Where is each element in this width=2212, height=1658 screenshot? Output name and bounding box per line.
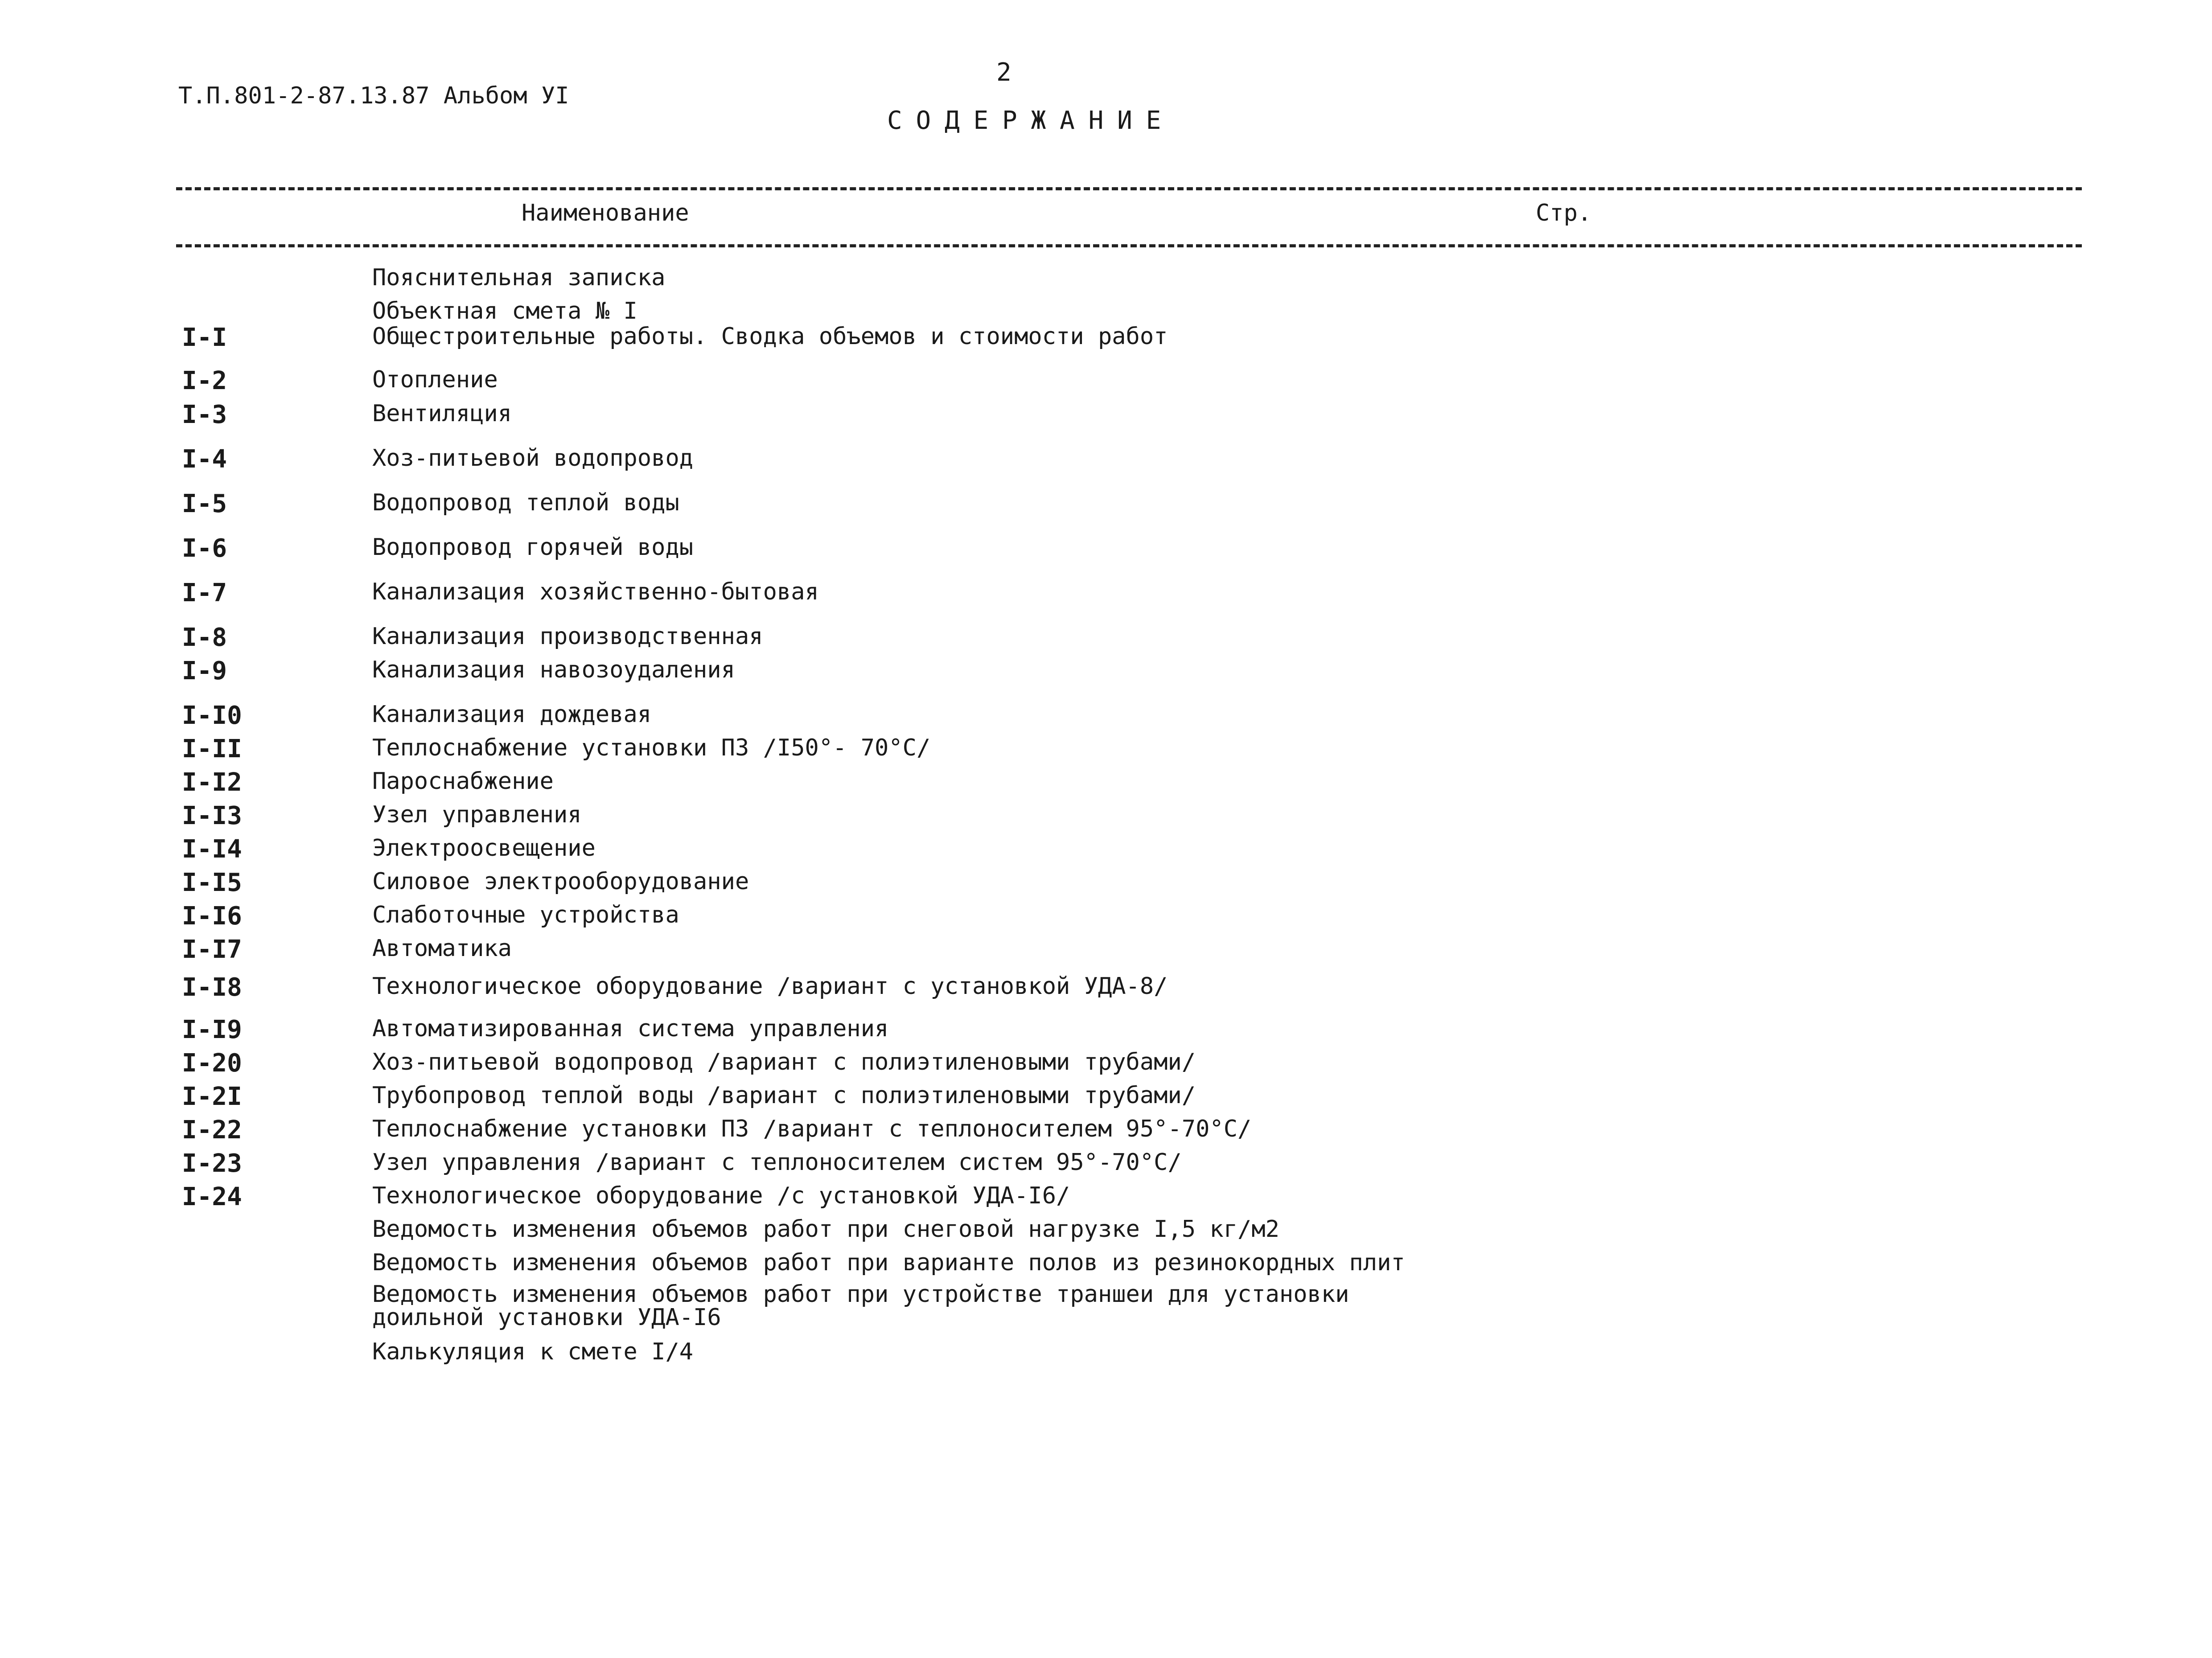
row-title: Хоз-питьевой водопровод /вариант с полиэтиленовыми трубами/ bbox=[372, 1049, 1196, 1075]
row-title: Водопровод теплой воды bbox=[372, 489, 679, 516]
row-code: I-8 bbox=[182, 623, 227, 652]
row-code: I-3 bbox=[182, 400, 227, 429]
row-code: I-4 bbox=[182, 445, 227, 474]
row-title: Отопление bbox=[372, 366, 498, 393]
row-title: Ведомость изменения объемов работ при устройстве траншеи для установки доильной установки УДА-I6 bbox=[372, 1281, 1349, 1331]
contents-row bbox=[0, 489, 2212, 516]
row-code: I-23 bbox=[182, 1149, 242, 1178]
row-code: I-I bbox=[182, 323, 227, 352]
row-title: Технологическое оборудование /вариант с установкой УДА-8/ bbox=[372, 973, 1168, 1000]
row-title: Ведомость изменения объемов работ при варианте полов из резинокордных плит bbox=[372, 1249, 1405, 1276]
row-title: Вентиляция bbox=[372, 400, 512, 427]
row-title: Автоматизированная система управления bbox=[372, 1015, 889, 1042]
row-title: Водопровод горячей воды bbox=[372, 534, 694, 561]
row-title: Силовое электрооборудование bbox=[372, 868, 749, 895]
contents-row bbox=[0, 1049, 2212, 1078]
contents-row bbox=[0, 400, 2212, 427]
row-title: Технологическое оборудование /с установкой УДА-I6/ bbox=[372, 1182, 1070, 1209]
row-code: I-24 bbox=[182, 1182, 242, 1211]
column-header-name: Наименование bbox=[522, 200, 689, 226]
document-title: СОДЕРЖАНИЕ bbox=[887, 106, 1175, 135]
row-title: Канализация дождевая bbox=[372, 701, 652, 728]
row-title: Канализация производственная bbox=[372, 623, 763, 650]
row-code: I-6 bbox=[182, 534, 227, 563]
row-code: I-I8 bbox=[182, 973, 242, 1002]
row-code: I-I6 bbox=[182, 902, 242, 931]
row-code: I-I7 bbox=[182, 935, 242, 964]
row-title: Ведомость изменения объемов работ при снеговой нагрузке I,5 кг/м2 bbox=[372, 1216, 1279, 1243]
contents-row bbox=[0, 1182, 2212, 1209]
contents-row bbox=[0, 1015, 2212, 1042]
contents-row bbox=[0, 868, 2212, 895]
contents-row bbox=[0, 623, 2212, 650]
contents-row bbox=[0, 534, 2212, 561]
row-title: Объектная смета № I bbox=[372, 298, 637, 324]
row-title: Калькуляция к смете I/4 bbox=[372, 1338, 694, 1365]
contents-row bbox=[0, 1249, 2212, 1276]
row-title: Канализация хозяйственно-бытовая bbox=[372, 579, 819, 605]
contents-row bbox=[0, 735, 2212, 761]
table-header-rule bbox=[176, 244, 2082, 247]
row-title: Узел управления bbox=[372, 801, 582, 828]
contents-row bbox=[0, 323, 2212, 350]
contents-row bbox=[0, 973, 2212, 1000]
table-top-rule bbox=[176, 187, 2082, 190]
row-code: I-22 bbox=[182, 1116, 242, 1145]
contents-row bbox=[0, 1082, 2212, 1109]
row-code: I-I4 bbox=[182, 835, 242, 864]
contents-row bbox=[0, 445, 2212, 472]
contents-row bbox=[0, 835, 2212, 862]
contents-row bbox=[0, 1116, 2212, 1145]
contents-row bbox=[0, 264, 2212, 291]
row-code: I-II bbox=[182, 735, 242, 763]
contents-row bbox=[0, 298, 2212, 324]
row-title: Электроосвещение bbox=[372, 835, 596, 862]
contents-row bbox=[0, 366, 2212, 393]
contents-row bbox=[0, 768, 2212, 795]
contents-row bbox=[0, 935, 2212, 962]
row-code: I-I9 bbox=[182, 1015, 242, 1044]
row-code: I-I5 bbox=[182, 868, 242, 897]
contents-row bbox=[0, 902, 2212, 931]
contents-row bbox=[0, 801, 2212, 828]
contents-row bbox=[0, 1338, 2212, 1365]
row-title: Теплоснабжение установки ПЗ /вариант с теплоносителем 95°-70°С/ bbox=[372, 1116, 1252, 1142]
contents-row bbox=[0, 657, 2212, 683]
row-title: Канализация навозоудаления bbox=[372, 657, 735, 683]
row-title: Пояснительная записка bbox=[372, 264, 666, 291]
row-code: I-I3 bbox=[182, 801, 242, 830]
column-header-page: Стр. bbox=[1536, 200, 1592, 226]
row-title: Автоматика bbox=[372, 935, 512, 962]
row-code: I-2I bbox=[182, 1082, 242, 1111]
row-code: I-20 bbox=[182, 1049, 242, 1078]
contents-row bbox=[0, 1149, 2212, 1176]
row-code: I-I0 bbox=[182, 701, 242, 730]
row-title: Слаботочные устройства bbox=[372, 902, 679, 928]
row-title: Общестроительные работы. Сводка объемов и стоимости работ bbox=[372, 323, 1168, 350]
row-title: Хоз-питьевой водопровод bbox=[372, 445, 694, 472]
contents-row bbox=[0, 579, 2212, 605]
row-title: Трубопровод теплой воды /вариант с полиэтиленовыми трубами/ bbox=[372, 1082, 1196, 1109]
row-code: I-5 bbox=[182, 489, 227, 518]
contents-row bbox=[0, 701, 2212, 728]
page-number: 2 bbox=[996, 58, 1011, 87]
row-code: I-2 bbox=[182, 366, 227, 395]
row-code: I-9 bbox=[182, 657, 227, 685]
contents-row bbox=[0, 1216, 2212, 1243]
row-title: Пароснабжение bbox=[372, 768, 554, 795]
row-code: I-I2 bbox=[182, 768, 242, 797]
document-code: Т.П.801-2-87.13.87 Альбом УI bbox=[178, 82, 569, 109]
contents-row bbox=[0, 1281, 2212, 1331]
row-title: Теплоснабжение установки ПЗ /I50°- 70°С/ bbox=[372, 735, 931, 761]
row-code: I-7 bbox=[182, 579, 227, 607]
row-title: Узел управления /вариант с теплоносителем систем 95°-70°С/ bbox=[372, 1149, 1182, 1176]
